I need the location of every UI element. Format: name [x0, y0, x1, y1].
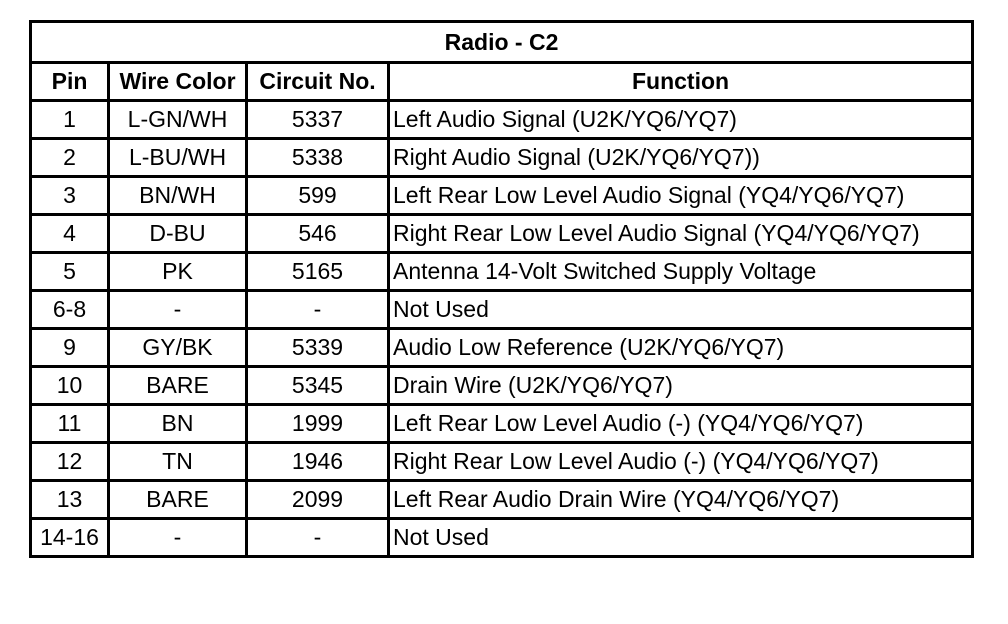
function-cell: Not Used [389, 519, 973, 557]
pin-cell: 4 [31, 215, 109, 253]
circuit-cell: 546 [247, 215, 389, 253]
table-row [31, 177, 973, 215]
header-row [31, 63, 973, 101]
column-header-circuit-no: Circuit No. [247, 63, 389, 101]
wire-color-cell: BARE [109, 481, 247, 519]
function-cell: Right Rear Low Level Audio Signal (YQ4/YQ6/YQ7) [389, 215, 973, 253]
wire-color-cell: TN [109, 443, 247, 481]
pin-cell: 9 [31, 329, 109, 367]
circuit-cell: 5165 [247, 253, 389, 291]
circuit-cell: 1999 [247, 405, 389, 443]
function-cell: Antenna 14-Volt Switched Supply Voltage [389, 253, 973, 291]
pin-cell: 6-8 [31, 291, 109, 329]
connector-pinout-table [29, 20, 974, 558]
function-cell: Left Audio Signal (U2K/YQ6/YQ7) [389, 101, 973, 139]
table-row [31, 291, 973, 329]
wire-color-cell: - [109, 519, 247, 557]
wire-color-cell: - [109, 291, 247, 329]
function-cell: Left Rear Low Level Audio Signal (YQ4/YQ6/YQ7) [389, 177, 973, 215]
table-row [31, 367, 973, 405]
table-body [31, 101, 973, 557]
circuit-cell: 5337 [247, 101, 389, 139]
table-title: Radio - C2 [31, 22, 973, 63]
function-cell: Audio Low Reference (U2K/YQ6/YQ7) [389, 329, 973, 367]
table-row [31, 519, 973, 557]
table-row [31, 253, 973, 291]
circuit-cell: - [247, 519, 389, 557]
table-row [31, 215, 973, 253]
pin-cell: 12 [31, 443, 109, 481]
table-row [31, 329, 973, 367]
pin-cell: 2 [31, 139, 109, 177]
circuit-cell: 5338 [247, 139, 389, 177]
function-cell: Right Rear Low Level Audio (-) (YQ4/YQ6/YQ7) [389, 443, 973, 481]
wire-color-cell: BARE [109, 367, 247, 405]
wire-color-cell: BN/WH [109, 177, 247, 215]
circuit-cell: 599 [247, 177, 389, 215]
table-row [31, 101, 973, 139]
pin-cell: 1 [31, 101, 109, 139]
pin-cell: 5 [31, 253, 109, 291]
column-header-pin: Pin [31, 63, 109, 101]
circuit-cell: 2099 [247, 481, 389, 519]
pin-cell: 10 [31, 367, 109, 405]
function-cell: Left Rear Low Level Audio (-) (YQ4/YQ6/YQ7) [389, 405, 973, 443]
column-header-wire-color: Wire Color [109, 63, 247, 101]
wire-color-cell: D-BU [109, 215, 247, 253]
function-cell: Right Audio Signal (U2K/YQ6/YQ7)) [389, 139, 973, 177]
function-cell: Drain Wire (U2K/YQ6/YQ7) [389, 367, 973, 405]
circuit-cell: 1946 [247, 443, 389, 481]
connector-table-container [29, 20, 974, 558]
wire-color-cell: BN [109, 405, 247, 443]
circuit-cell: 5339 [247, 329, 389, 367]
wire-color-cell: L-BU/WH [109, 139, 247, 177]
pin-cell: 3 [31, 177, 109, 215]
pin-cell: 13 [31, 481, 109, 519]
pin-cell: 11 [31, 405, 109, 443]
circuit-cell: - [247, 291, 389, 329]
table-row [31, 405, 973, 443]
table-row [31, 443, 973, 481]
pin-cell: 14-16 [31, 519, 109, 557]
column-header-function: Function [389, 63, 973, 101]
function-cell: Not Used [389, 291, 973, 329]
table-row [31, 481, 973, 519]
wire-color-cell: GY/BK [109, 329, 247, 367]
wire-color-cell: PK [109, 253, 247, 291]
title-row [31, 22, 973, 63]
wire-color-cell: L-GN/WH [109, 101, 247, 139]
table-row [31, 139, 973, 177]
function-cell: Left Rear Audio Drain Wire (YQ4/YQ6/YQ7) [389, 481, 973, 519]
circuit-cell: 5345 [247, 367, 389, 405]
